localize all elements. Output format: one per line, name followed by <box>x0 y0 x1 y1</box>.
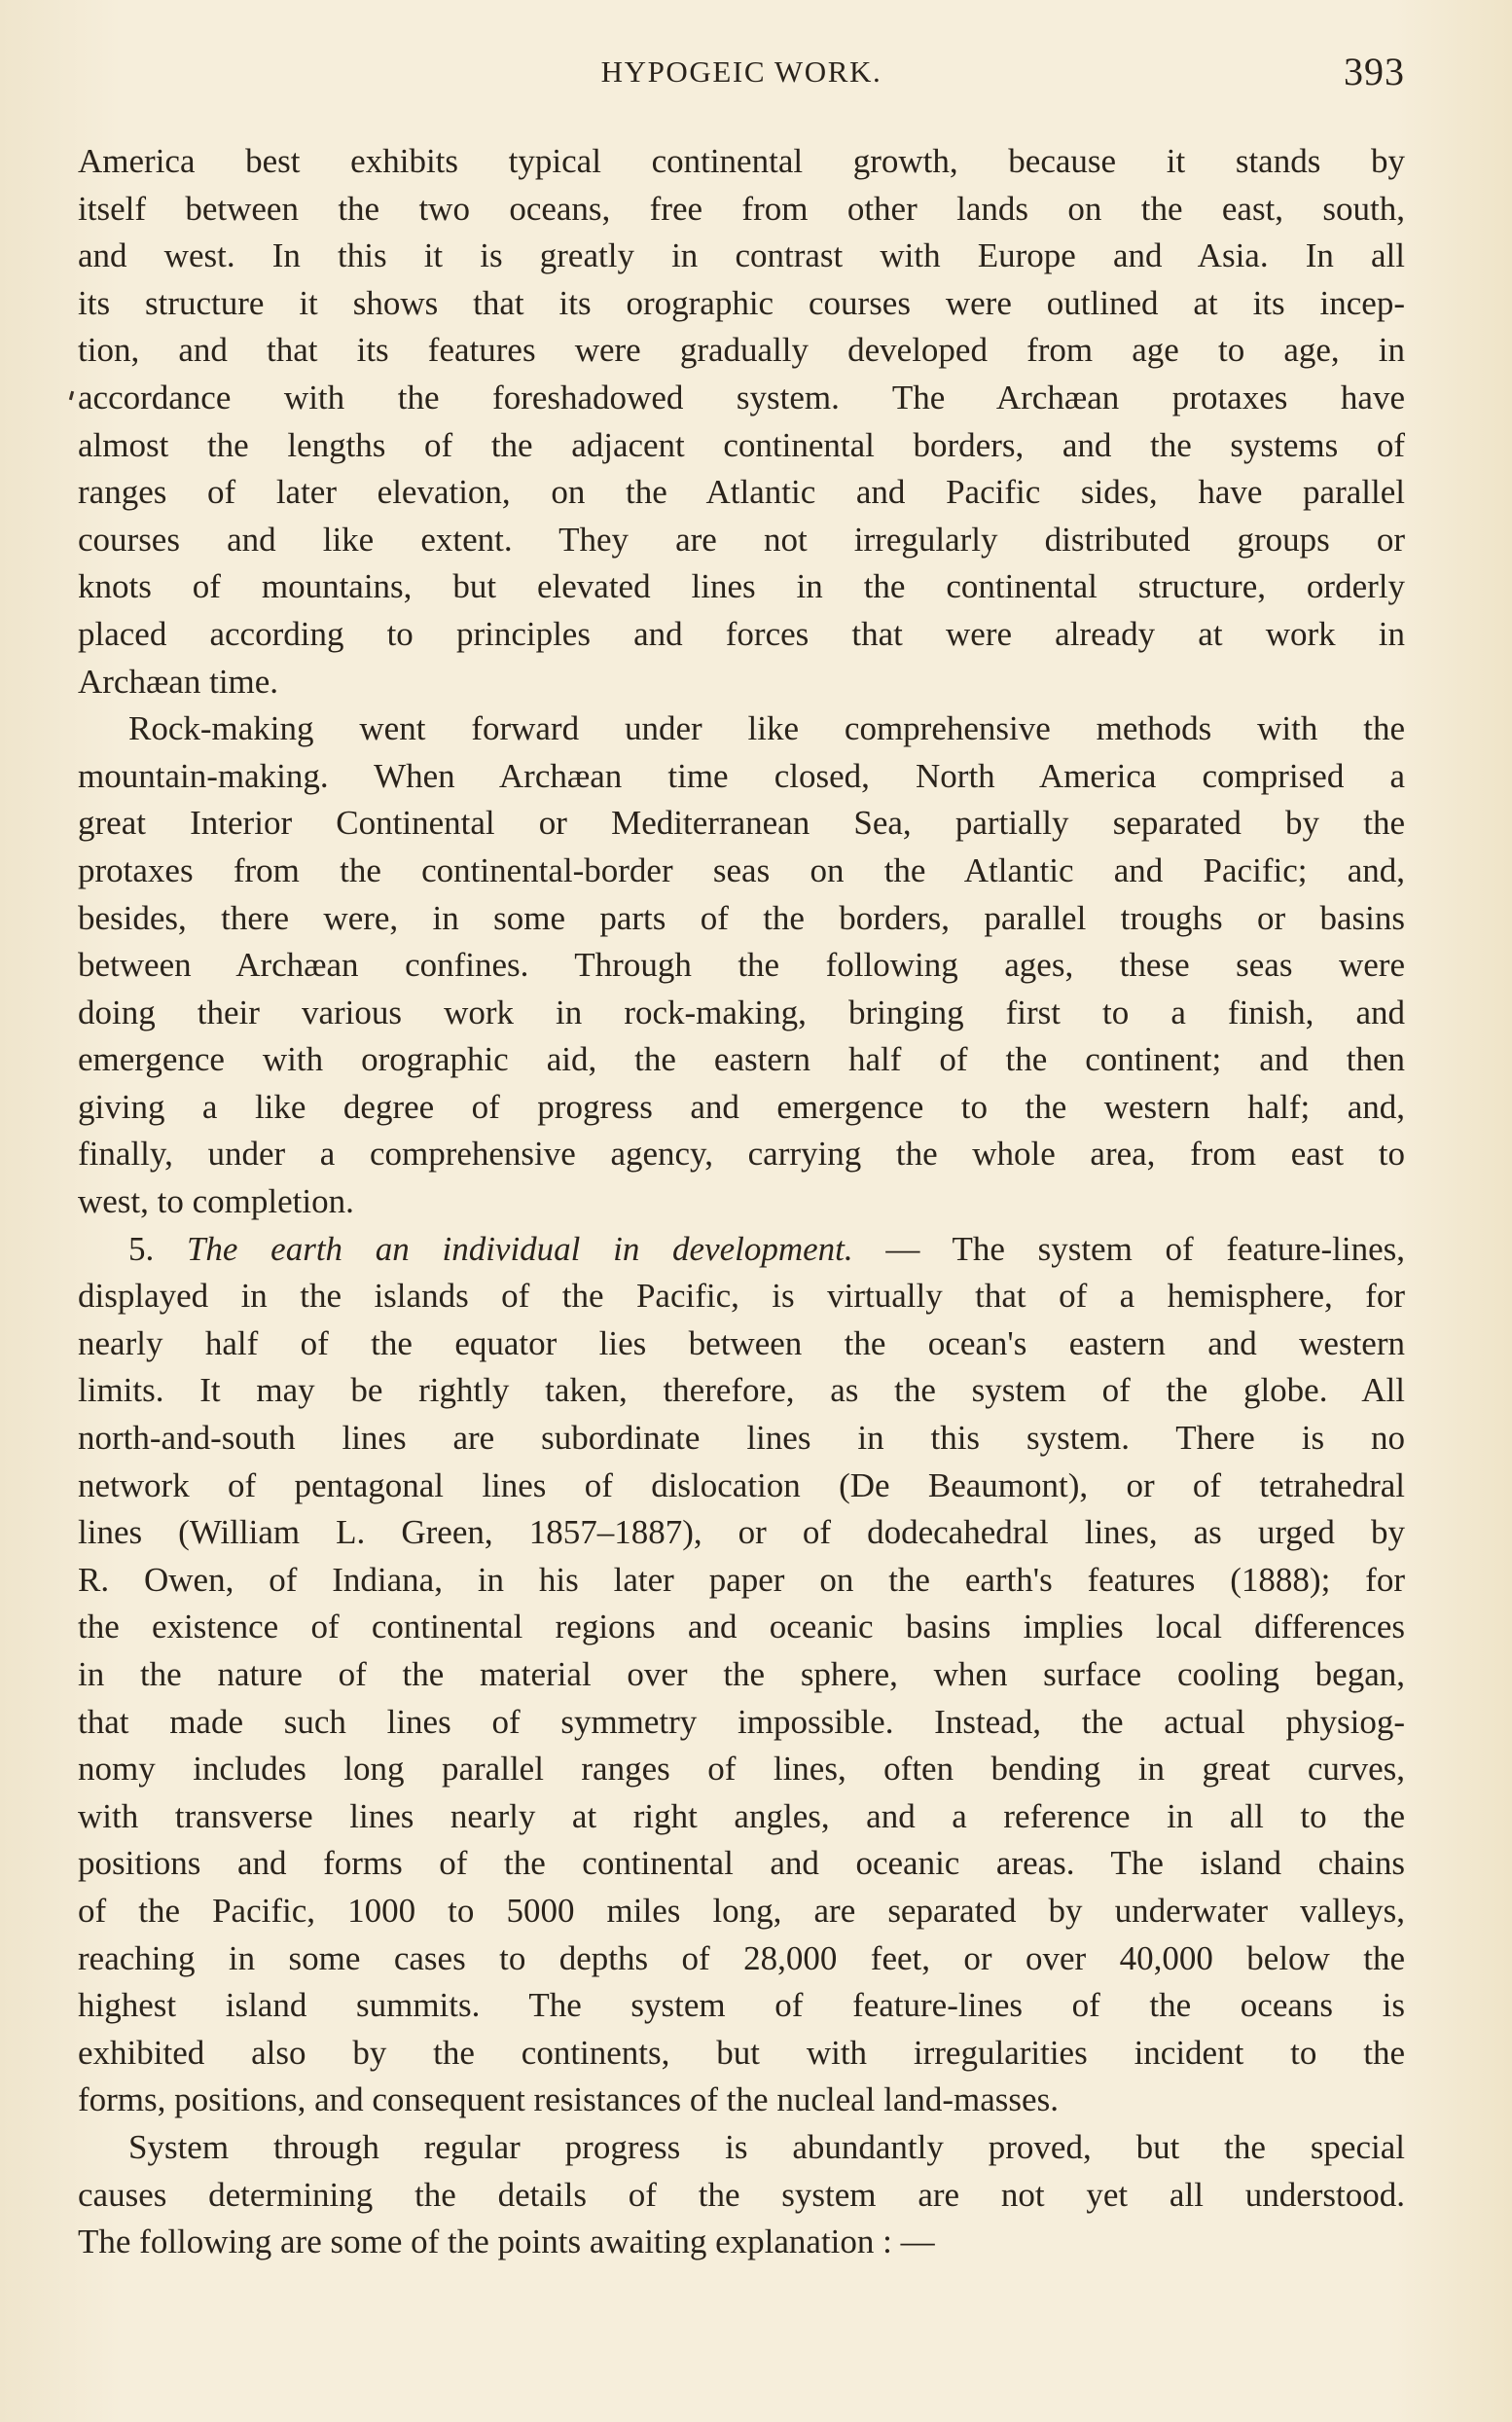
text-line: of the Pacific, 1000 to 5000 miles long, are separated by underwater valleys, <box>78 1891 1405 1930</box>
text-line: placed according to principles and forces that were already at work in <box>78 614 1405 653</box>
text-line: emergence with orographic aid, the eastern half of the continent; and then <box>78 1040 1405 1079</box>
text-line: doing their various work in rock-making, bringing first to a finish, and <box>78 993 1405 1031</box>
section-title: The earth an individual in development. <box>186 1229 853 1268</box>
running-head: HYPOGEIC WORK. <box>600 54 882 89</box>
text-fragment: — The system of feature-lines, <box>885 1229 1405 1268</box>
text-line: west, to completion. <box>78 1182 354 1221</box>
text-line: ranges of later elevation, on the Atlantic and Pacific sides, have parallel <box>78 473 1405 512</box>
text-line: its structure it shows that its orographic courses were outlined at its incep- <box>78 283 1405 322</box>
text-line: itself between the two oceans, free from other lands on the east, south, <box>78 189 1405 228</box>
text-line: reaching in some cases to depths of 28,000 feet, or over 40,000 below the <box>78 1938 1405 1977</box>
text-line: knots of mountains, but elevated lines in the continental structure, orderly <box>78 567 1405 606</box>
text-line: that made such lines of symmetry impossible. Instead, the actual physiog- <box>78 1702 1405 1741</box>
text-line: forms, positions, and consequent resistances of the nucleal land-masses. <box>78 2080 1059 2119</box>
text-line: between Archæan confines. Through the following ages, these seas were <box>78 946 1405 985</box>
text-line: highest island summits. The system of feature-lines of the oceans is <box>78 1986 1405 2025</box>
text-line: The following are some of the points awaiting explanation : — <box>78 2223 935 2261</box>
text-line: R. Owen, of Indiana, in his later paper on the earth's features (1888); for <box>78 1560 1405 1599</box>
text-line: giving a like degree of progress and emergence to the western half; and, <box>78 1087 1405 1126</box>
text-line: great Interior Continental or Mediterranean Sea, partially separated by the <box>78 804 1405 843</box>
text-line: besides, there were, in some parts of the borders, parallel troughs or basins <box>78 898 1405 937</box>
text-line: positions and forms of the continental and oceanic areas. The island chains <box>78 1844 1405 1883</box>
text-line: System through regular progress is abundantly proved, but the special <box>128 2127 1405 2166</box>
text-line: in the nature of the material over the sphere, when surface cooling began, <box>78 1655 1405 1693</box>
text-line: courses and like extent. They are not irregularly distributed groups or <box>78 520 1405 559</box>
text-line: lines (William L. Green, 1857–1887), or of dodecahedral lines, as urged by <box>78 1513 1405 1552</box>
text-line: America best exhibits typical continental growth, because it stands by <box>78 142 1405 180</box>
text-line: north-and-south lines are subordinate lines in this system. There is no <box>78 1419 1405 1458</box>
section-heading-line <box>78 1226 1405 1274</box>
text-line: causes determining the details of the system are not yet all understood. <box>78 2175 1405 2214</box>
page-body <box>78 138 1405 2266</box>
page-header <box>78 49 1405 107</box>
text-line: protaxes from the continental-border seas on the Atlantic and Pacific; and, <box>78 850 1405 889</box>
text-line: limits. It may be rightly taken, therefore, as the system of the globe. All <box>78 1371 1405 1410</box>
margin-mark <box>69 391 74 400</box>
text-line: mountain-making. When Archæan time closed, North America comprised a <box>78 756 1405 795</box>
text-line: nearly half of the equator lies between the ocean's eastern and western <box>78 1323 1405 1362</box>
text-line: network of pentagonal lines of dislocation (De Beaumont), or of tetrahedral <box>78 1465 1405 1504</box>
page-number: 393 <box>1344 50 1405 93</box>
text-line: exhibited also by the continents, but with irregularities incident to the <box>78 2033 1405 2072</box>
text-line: displayed in the islands of the Pacific, is virtually that of a hemisphere, for <box>78 1277 1405 1316</box>
text-line: Archæan time. <box>78 662 279 701</box>
text-line: finally, under a comprehensive agency, carrying the whole area, from east to <box>78 1135 1405 1174</box>
text-line: Rock-making went forward under like comprehensive methods with the <box>128 709 1405 748</box>
text-line: nomy includes long parallel ranges of lines, often bending in great curves, <box>78 1750 1405 1789</box>
section-number: 5. <box>128 1229 155 1268</box>
text-line: and west. In this it is greatly in contrast with Europe and Asia. In all <box>78 236 1405 275</box>
text-line: almost the lengths of the adjacent continental borders, and the systems of <box>78 425 1405 464</box>
text-line: the existence of continental regions and oceanic basins implies local differences <box>78 1608 1405 1646</box>
text-line: with transverse lines nearly at right angles, and a reference in all to the <box>78 1796 1405 1835</box>
text-line: tion, and that its features were gradually developed from age to age, in <box>78 331 1405 370</box>
text-line: accordance with the foreshadowed system. The Archæan protaxes have <box>78 378 1405 416</box>
